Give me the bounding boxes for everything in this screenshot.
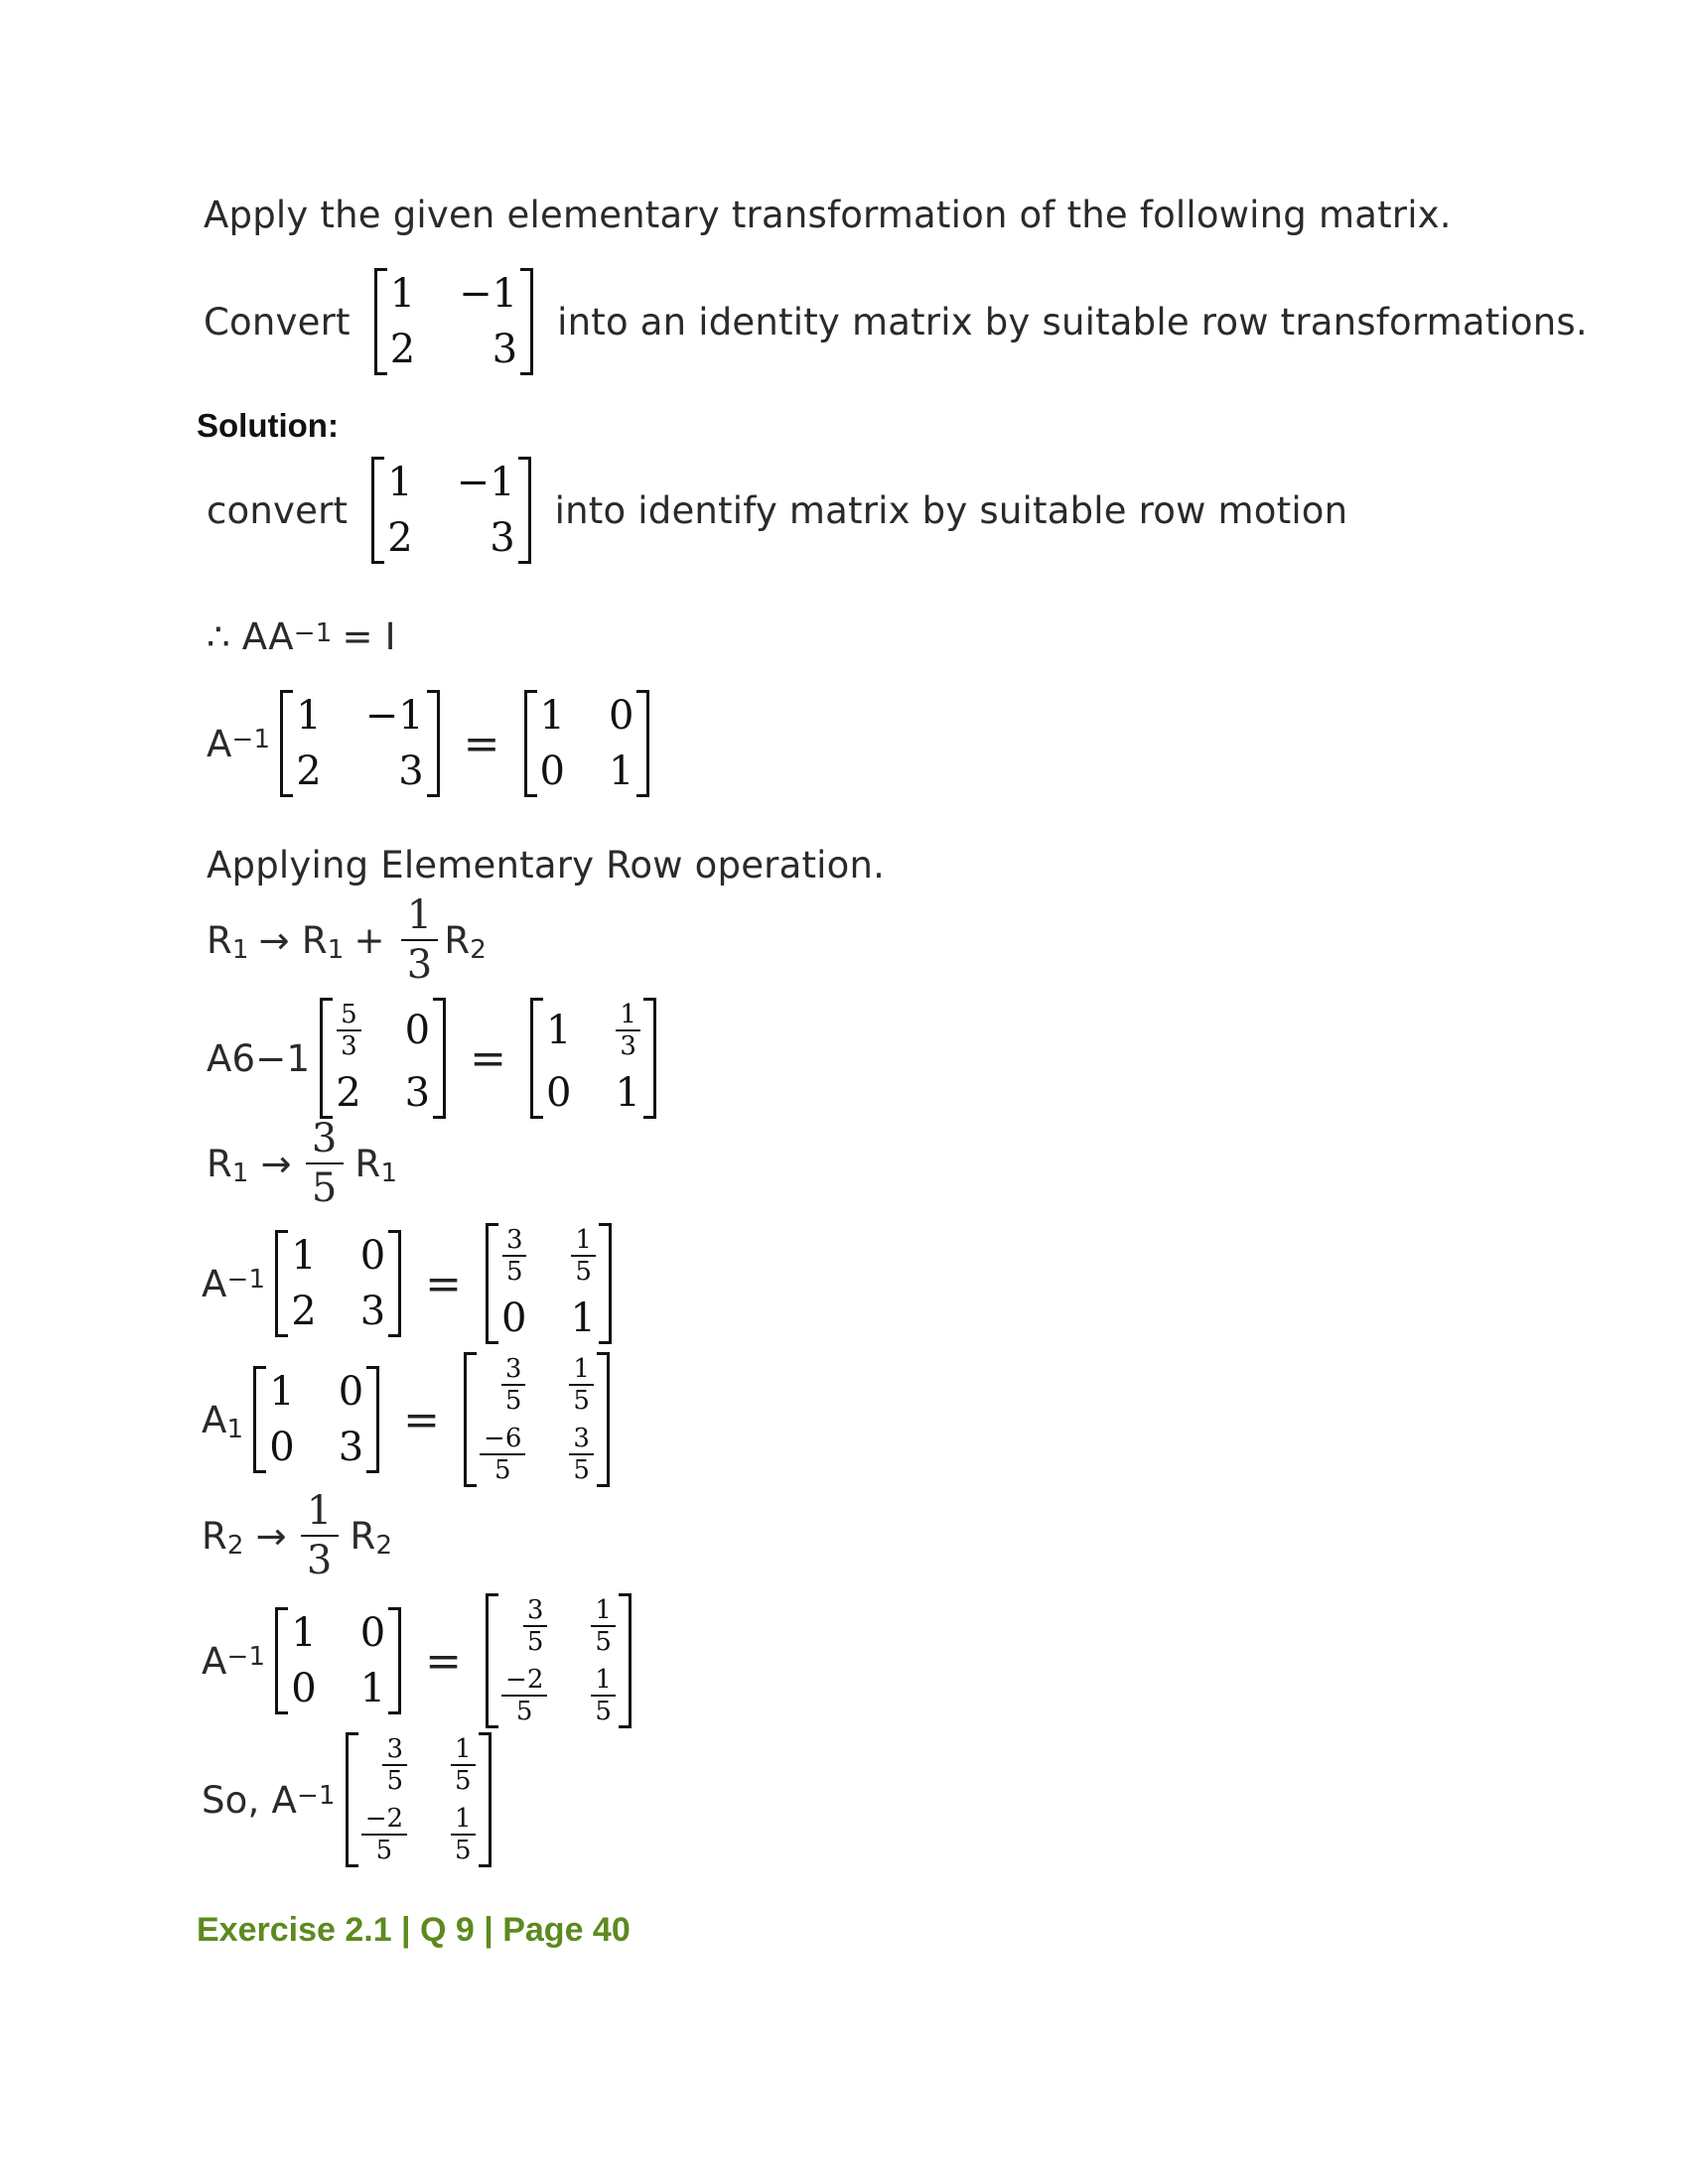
matrix-step4-left: 1 0 0 1 xyxy=(275,1607,401,1714)
convert-rest: into an identity matrix by suitable row transformations. xyxy=(557,300,1588,343)
equation-step-3: A 1 1 0 0 3 = $\frac{3}{5}$ $\frac{1}{5}$ $\frac{-6}{5}$ $\frac{3}{5}$ xyxy=(202,1352,620,1487)
solution-matrix: 1 −1 2 3 xyxy=(371,457,530,564)
matrix-step2-left: 1 0 2 3 xyxy=(275,1230,401,1337)
equation-step-1: A6−1 $\frac{5}{3}$ 0 2 3 = 1 $\frac{1}{3}$ 0 1 xyxy=(207,998,666,1119)
exercise-reference-link[interactable]: Exercise 2.1 | Q 9 | Page 40 xyxy=(197,1911,631,1949)
question-matrix: 1 −1 2 3 xyxy=(374,268,533,375)
matrix-step3-left: 1 0 0 3 xyxy=(253,1366,379,1473)
matrix-step1-left: $\frac{5}{3}$ 0 2 3 xyxy=(320,998,446,1119)
therefore-line: ∴ AA −1 = I xyxy=(207,615,396,658)
matrix-step4-right: $\frac{3}{5}$ $\frac{1}{5}$ $\frac{-2}{5}$ $\frac{1}{5}$ xyxy=(486,1593,632,1728)
matrix-final: $\frac{3}{5}$ $\frac{1}{5}$ $\frac{-2}{5}$ $\frac{1}{5}$ xyxy=(346,1732,492,1867)
question-instruction: Apply the given elementary transformation of the following matrix. xyxy=(204,194,1452,236)
matrix-step1-right: 1 $\frac{1}{3}$ 0 1 xyxy=(530,998,656,1119)
question-convert-line xyxy=(204,268,1588,375)
matrix-identity: 1 0 0 1 xyxy=(524,690,650,797)
solution-convert-line: convert 1 −1 2 3 into identify matrix by suitable row motion xyxy=(207,457,1347,564)
row-operation-2: R 1 → 3 5 R 1 xyxy=(207,1116,398,1211)
row-operation-3: R 2 → 1 3 R 2 xyxy=(202,1488,393,1583)
matrix-A: 1 −1 2 3 xyxy=(280,690,439,797)
matrix-step3-right: $\frac{3}{5}$ $\frac{1}{5}$ $\frac{-6}{5}$ $\frac{3}{5}$ xyxy=(464,1352,610,1487)
matrix-step2-right: $\frac{3}{5}$ $\frac{1}{5}$ 0 1 xyxy=(486,1223,612,1344)
convert-word: Convert xyxy=(204,300,351,343)
applying-text: Applying Elementary Row operation. xyxy=(207,844,886,887)
equation-1: A −1 1 −1 2 3 = 1 0 0 1 xyxy=(207,690,659,797)
equation-step-2: A −1 1 0 2 3 = $\frac{3}{5}$ $\frac{1}{5}$ 0 1 xyxy=(202,1223,622,1344)
final-answer: So, A −1 $\frac{3}{5}$ $\frac{1}{5}$ $\frac{-2}{5}$ $\frac{1}{5}$ xyxy=(202,1732,501,1867)
row-operation-1: R 1 → R 1 + $\frac{1}{3}$ R 2 xyxy=(207,892,488,988)
equation-step-4: A −1 1 0 0 1 = $\frac{3}{5}$ $\frac{1}{5}$ $\frac{-2}{5}$ $\frac{1}{5}$ xyxy=(202,1593,641,1728)
solution-label: Solution: xyxy=(197,407,339,444)
